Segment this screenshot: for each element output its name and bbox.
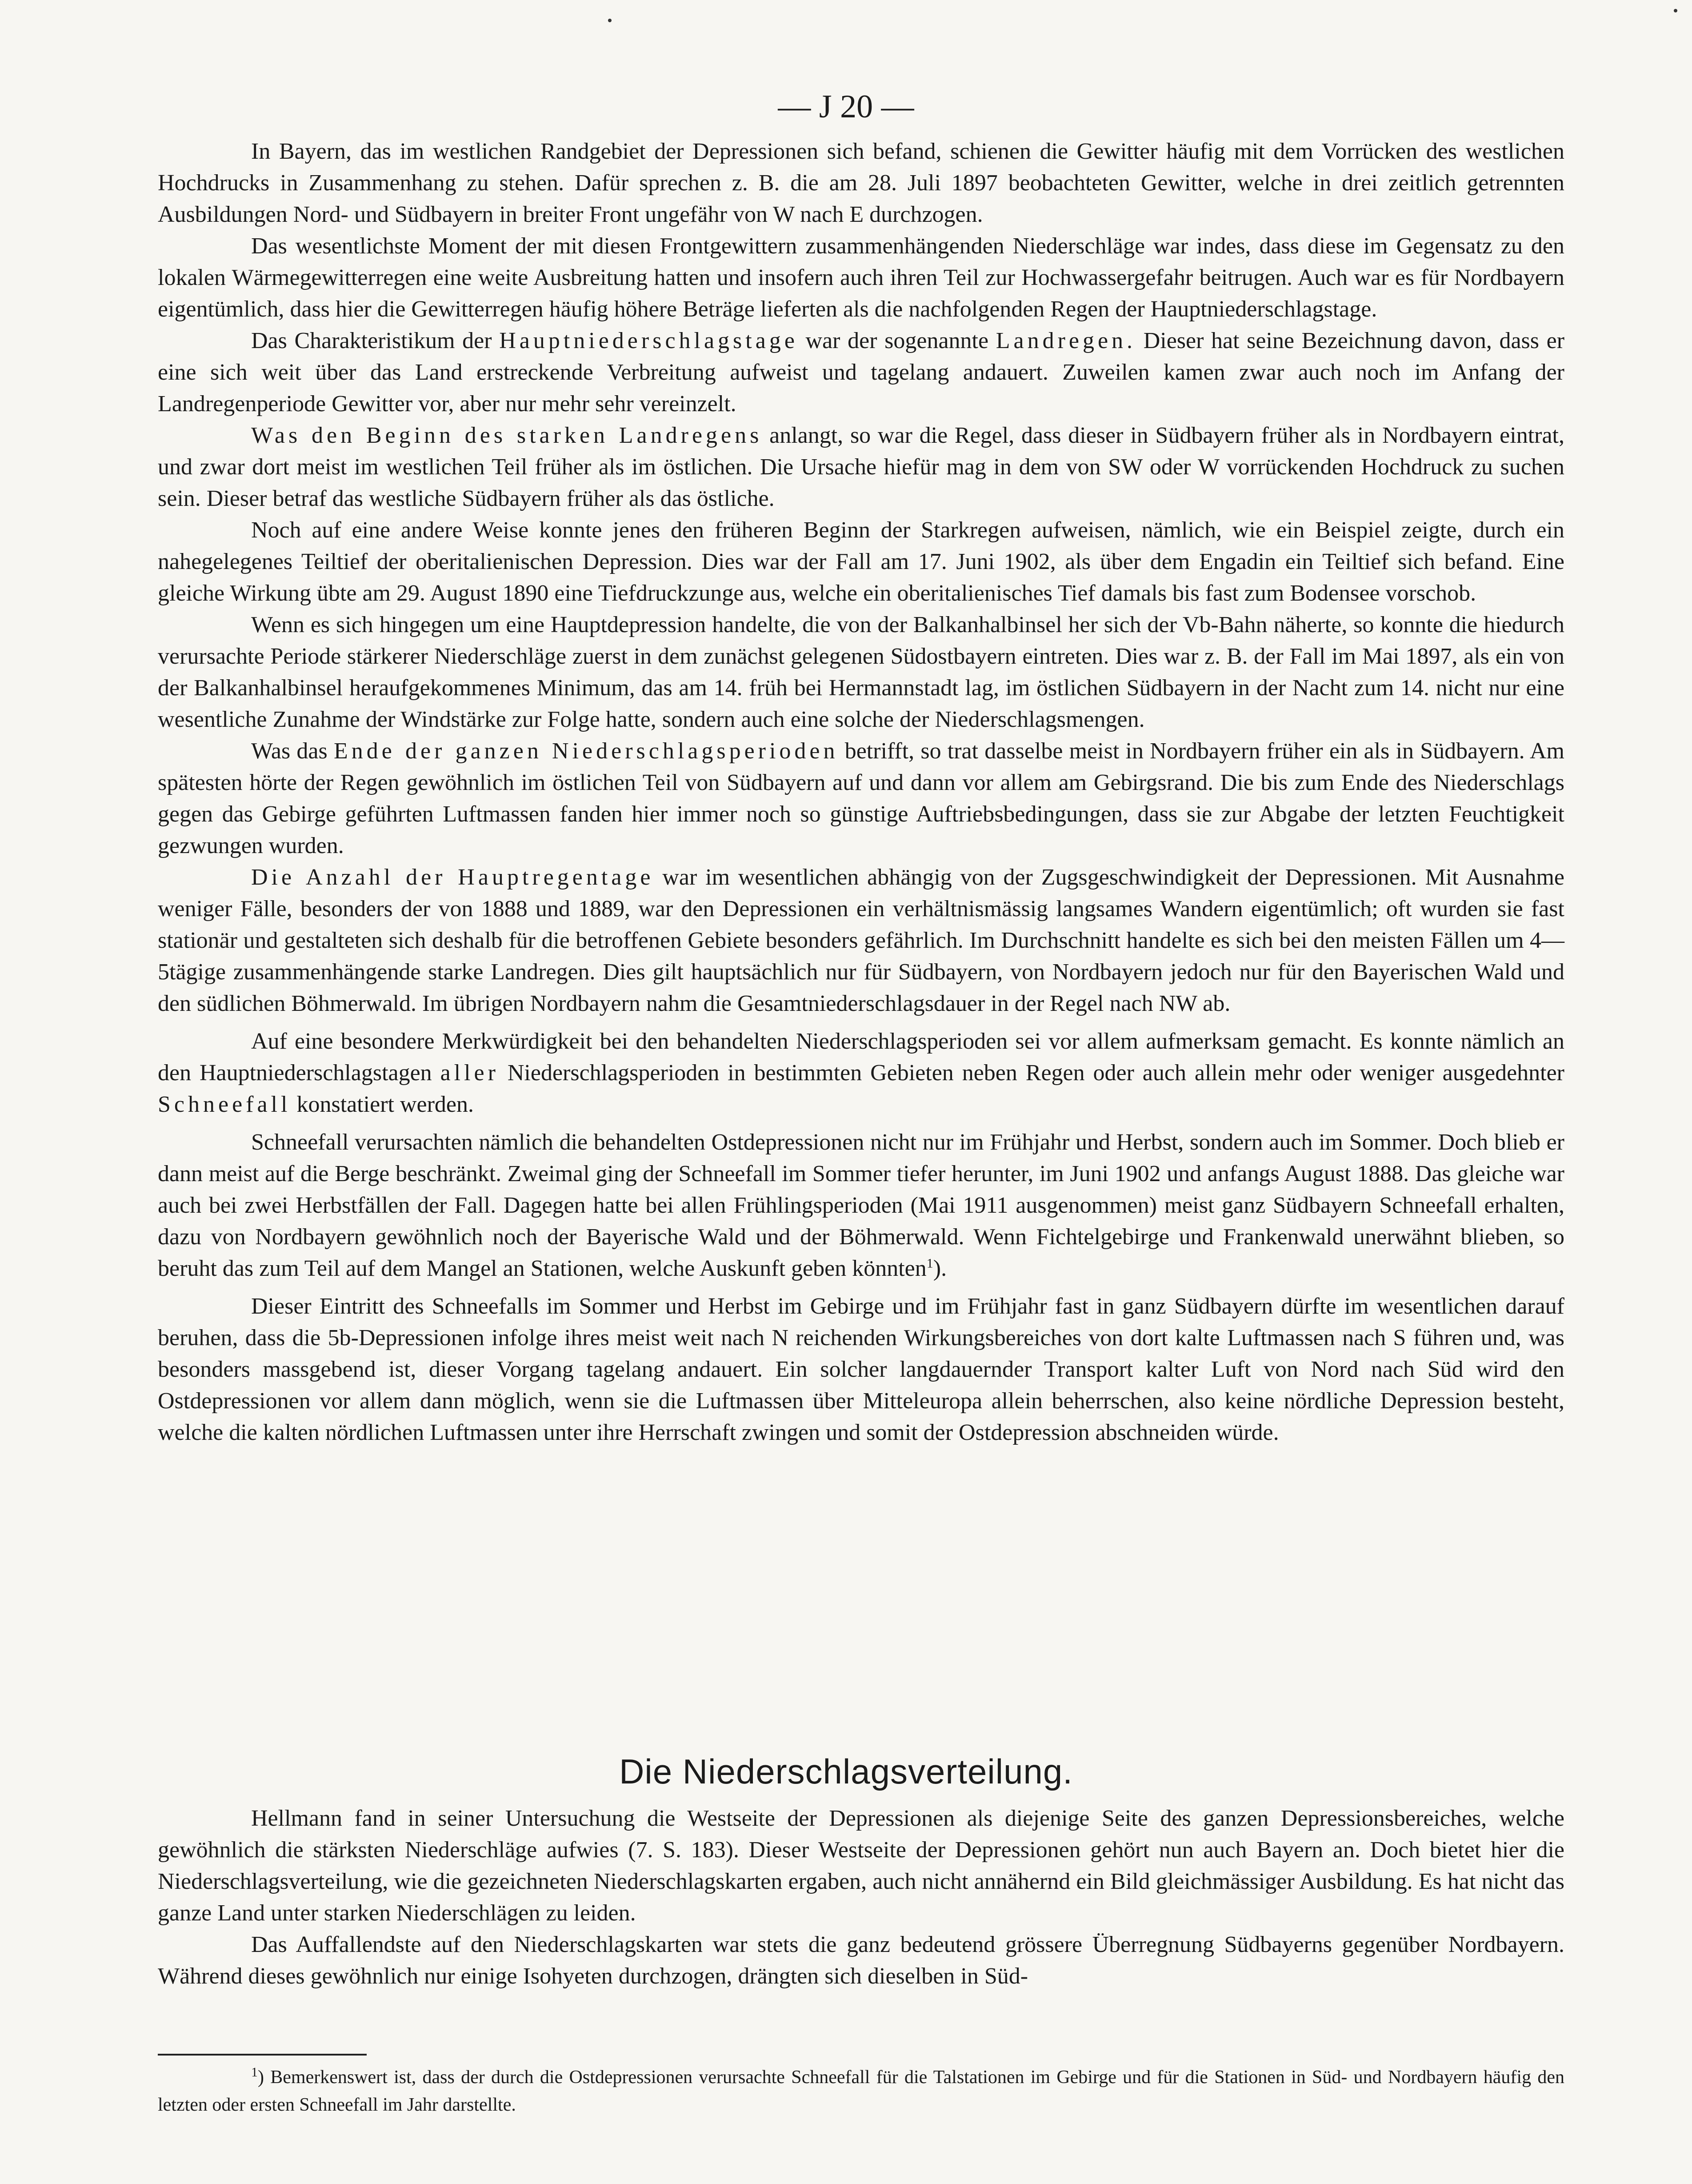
paragraph: In Bayern, das im westlichen Randgebiet der Depressionen sich befand, schienen die Gewitter häufig mit dem Vorrücken des westlichen Hochdrucks in Zusammenhang zu stehen. Dafür sprechen z. B. die am 28. Juli 1897 beobachteten Gewitter, welche in drei zeitlich getrennten Ausbildungen Nord- und Südbayern in breiter Front ungefähr von W nach E durchzogen. [158, 139, 1564, 227]
paragraph: Auf eine besondere Merkwürdigkeit bei den behandelten Niederschlagsperioden sei vor allem aufmerksam gemacht. Es konnte nämlich an den Hauptniederschlagstagen aller Niederschlagsperioden in bestimmten Gebieten neben Regen oder auch allein mehr oder weniger ausgedehnter Schneefall konstatiert werden. [158, 1029, 1564, 1117]
spaced-term: Was den Beginn des starken Landregens [251, 423, 763, 448]
paragraph: Wenn es sich hingegen um eine Hauptdepression handelte, die von der Balkanhalbinsel her sich der Vb-Bahn näherte, so konnte die hiedurch verursachte Periode stärkerer Niederschläge zuerst in dem zunächst gelegenen Südostbayern eintreten. Dies war z. B. der Fall im Mai 1897, als ein von der Balkanhalbinsel heraufgekommenes Minimum, das am 14. früh bei Hermannstadt lag, im östlichen Südbayern in der Nacht zum 14. nicht nur eine wesentliche Zunahme der Windstärke zur Folge hatte, sondern auch eine solche der Niederschlagsmengen. [158, 612, 1564, 732]
spaced-term: Die Anzahl der Hauptregentage [251, 865, 654, 890]
paragraph: Was das Ende der ganzen Niederschlagsperioden betrifft, so trat dasselbe meist in Nordbayern früher ein als in Südbayern. Am spätesten hörte der Regen gewöhnlich im östlichen Teil von Südbayern auf und dann vor allem am Gebirgsrand. Die bis zum Ende des Niederschlags gegen das Gebirge geführten Luftmassen fanden hier immer noch so günstige Auftriebsbedingungen, dass sie zur Abgabe der letzten Feuchtigkeit gezwungen wurden. [158, 738, 1564, 858]
footnote-text: ) Bemerkenswert ist, dass der durch die Ostdepressionen verursachte Schneefall für die Talstationen im Gebirge und für die Stationen in Süd- und Nordbayern häufig den letzten oder ersten Schneefall im Jahr darstellte. [158, 2067, 1564, 2115]
scan-speck [608, 19, 612, 22]
scan-speck [1674, 9, 1677, 12]
paragraph: Die Anzahl der Hauptregentage war im wesentlichen abhängig von der Zugsgeschwindigkeit der Depressionen. Mit Ausnahme weniger Fälle, besonders der von 1888 und 1889, war den Depressionen ein verhältnismässig langsames Wandern eigentümlich; oft wurden sie fast stationär und gestalteten sich deshalb für die betroffenen Gebiete besonders gefährlich. Im Durchschnitt handelte es sich bei den meisten Fällen um 4—5tägige zusammenhängende starke Landregen. Dies gilt hauptsächlich nur für Südbayern, von Nordbayern jedoch nur für den Bayerischen Wald und den südlichen Böhmerwald. Im übrigen Nordbayern nahm die Gesamtniederschlagsdauer in der Regel nach NW ab. [158, 865, 1565, 1016]
page-number: — J 20 — [778, 88, 914, 125]
spaced-term: Ende der ganzen Niederschlagsperioden [333, 738, 839, 764]
footnote [158, 2064, 1564, 2119]
spaced-term: Landregen. [996, 328, 1136, 353]
footnote-reference: 1 [926, 1256, 933, 1271]
page-header [0, 87, 1692, 127]
paragraph: Was den Beginn des starken Landregens anlangt, so war die Regel, dass dieser in Südbayern früher als in Nordbayern eintrat, und zwar dort meist im westlichen Teil früher als im östlichen. Die Ursache hiefür mag in dem von SW oder W vorrückenden Hochdruck zu suchen sein. Dieser betraf das westliche Südbayern früher als das östliche. [158, 423, 1565, 511]
paragraph: Das Charakteristikum der Hauptniederschlagstage war der sogenannte Landregen. Dieser hat seine Bezeichnung davon, dass er eine sich weit über das Land erstreckende Verbreitung aufweist und tagelang andauert. Zuweilen kamen zwar auch noch im Anfang der Landregenperiode Gewitter vor, aber nur mehr sehr vereinzelt. [158, 328, 1565, 417]
paragraph: Dieser Eintritt des Schneefalls im Sommer und Herbst im Gebirge und im Frühjahr fast in ganz Südbayern dürfte im wesentlichen darauf beruhen, dass die 5b-Depressionen infolge ihres meist weit nach N reichenden Wirkungsbereiches von dort kalte Luftmassen nach S führen und, was besonders massgebend ist, dieser Vorgang tagelang andauert. Ein solcher langdauernder Transport kalter Luft von Nord nach Süd wird den Ostdepressionen vor allem dann möglich, wenn sie die Luftmassen über Mitteleuropa allein beherrschen, also keine nördliche Depression besteht, welche die kalten nördlichen Luftmassen unter ihre Herrschaft zwingen und somit der Ostdepression abschneiden würde. [158, 1294, 1564, 1445]
paragraph: Hellmann fand in seiner Untersuchung die Westseite der Depressionen als diejenige Seite des ganzen Depressionsbereiches, welche gewöhnlich die stärksten Niederschläge aufwies (7. S. 183). Dieser Westseite der Depressionen gehört nun auch Bayern an. Doch bietet hier die Niederschlagsverteilung, wie die gezeichneten Niederschlagskarten ergaben, auch nicht annähernd ein Bild gleichmässiger Ausbildung. Es hat nicht das ganze Land unter starken Niederschlägen zu leiden. [158, 1806, 1564, 1926]
spaced-term: Schneefall [158, 1092, 291, 1117]
main-text [158, 136, 1564, 1448]
spaced-term: Hauptniederschlagstage [499, 328, 798, 353]
section-text [158, 1803, 1564, 1992]
section-heading: Die Niederschlagsverteilung. [619, 1752, 1073, 1791]
paragraph: Das wesentlichste Moment der mit diesen Frontgewittern zusammenhängenden Niederschläge war indes, dass diese im Gegensatz zu den lokalen Wärmegewitterregen eine weite Ausbreitung hatten und insofern auch ihren Teil zur Hochwassergefahr beitrugen. Auch war es für Nordbayern eigentümlich, dass hier die Gewitterregen häufig höhere Beträge lieferten als die nachfolgenden Regen der Hauptniederschlagstage. [158, 233, 1564, 322]
paragraph: Noch auf eine andere Weise konnte jenes den früheren Beginn der Starkregen aufweisen, nämlich, wie ein Beispiel zeigte, durch ein nahegelegenes Teiltief der oberitalienischen Depression. Dies war der Fall am 17. Juni 1902, als über dem Engadin ein Teiltief sich befand. Eine gleiche Wirkung übte am 29. August 1890 eine Tiefdruckzunge aus, welche ein oberitalienisches Tief damals bis fast zum Bodensee vorschob. [158, 517, 1564, 606]
footnote-marker: 1 [251, 2065, 258, 2080]
paragraph: Das Auffallendste auf den Niederschlagskarten war stets die ganz bedeutend grössere Überregnung Südbayerns gegenüber Nordbayern. Während dieses gewöhnlich nur einige Isohyeten durchzogen, drängten sich dieselben in Süd- [158, 1932, 1564, 1989]
spaced-term: aller [440, 1060, 499, 1086]
paragraph: Schneefall verursachten nämlich die behandelten Ostdepressionen nicht nur im Frühjahr und Herbst, sondern auch im Sommer. Doch blieb er dann meist auf die Berge beschränkt. Zweimal ging der Schneefall im Sommer tiefer herunter, im Juni 1902 und anfangs August 1888. Das gleiche war auch bei zwei Herbstfällen der Fall. Dagegen hatte bei allen Frühlingsperioden (Mai 1911 ausgenommen) meist ganz Südbayern Schneefall erhalten, dazu von Nordbayern gewöhnlich noch der Bayerische Wald und der Böhmerwald. Wenn Fichtelgebirge und Frankenwald unerwähnt blieben, so beruht das zum Teil auf dem Mangel an Stationen, welche Auskunft geben könnten$^1$). [158, 1130, 1564, 1281]
footnote-rule [158, 2054, 367, 2056]
